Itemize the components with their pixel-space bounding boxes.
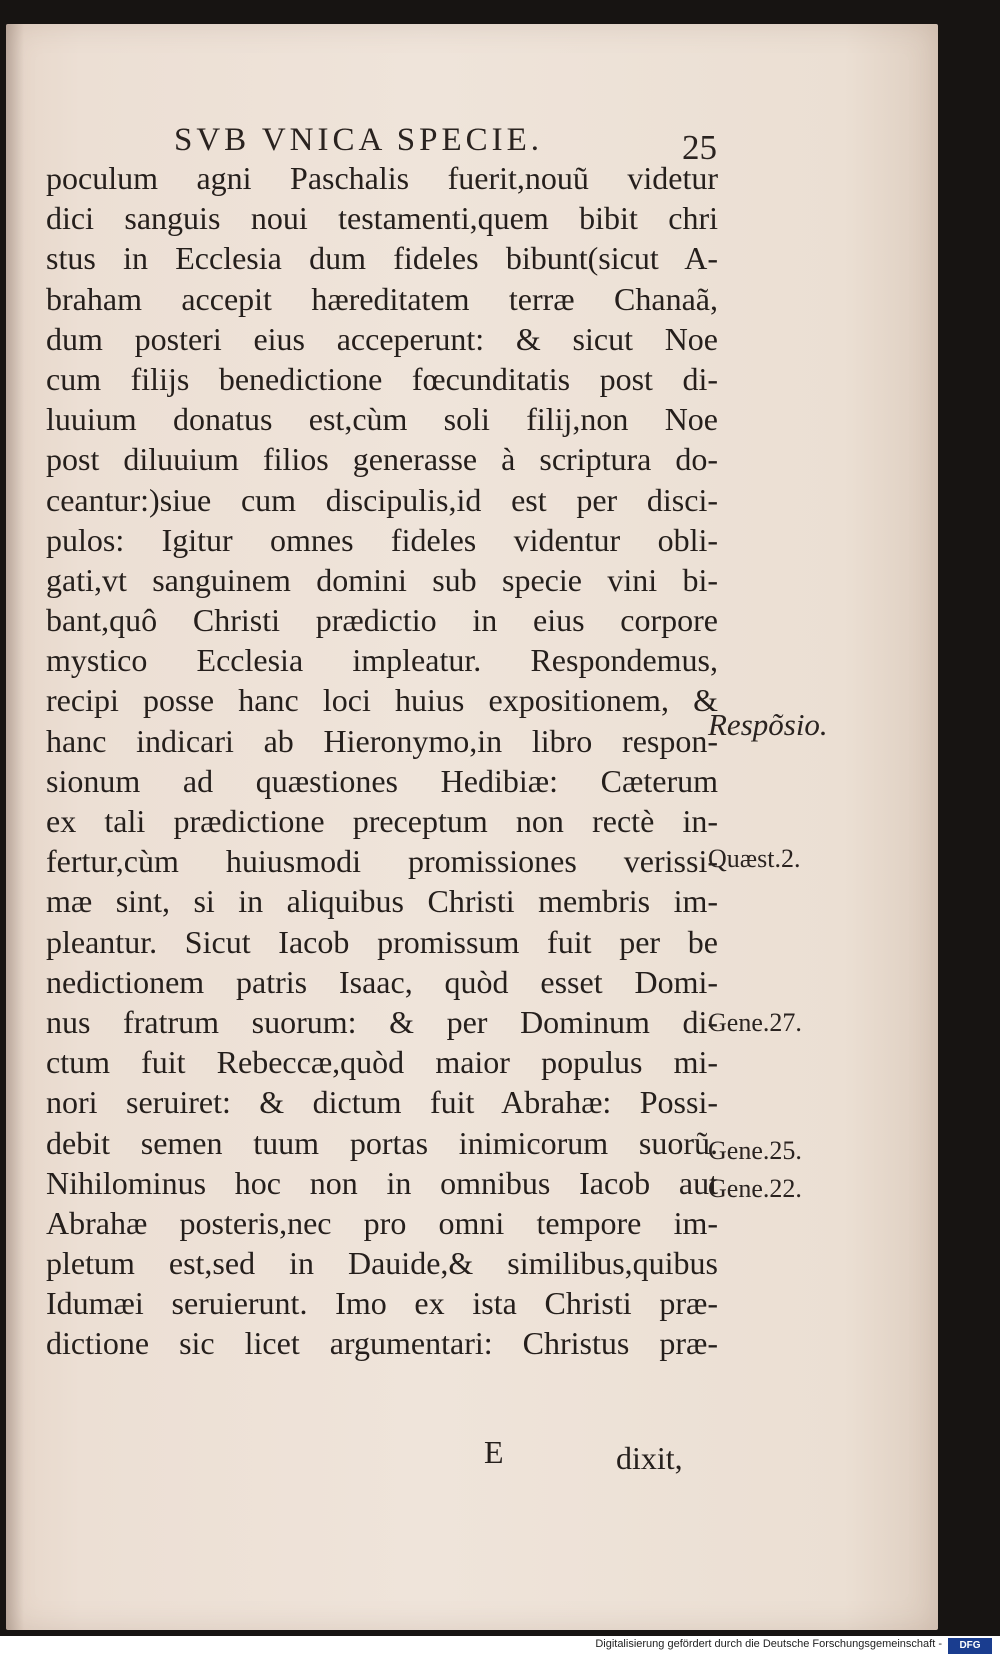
page-number: 25 xyxy=(682,128,717,167)
gutter-shadow xyxy=(6,24,24,1630)
text-line: ceantur:)siue cum discipulis,id est per disci- xyxy=(46,481,718,518)
text-line: braham accepit hæreditatem terræ Chanaã, xyxy=(46,280,718,317)
text-line: pletum est,sed in Dauide,& similibus,quibus xyxy=(46,1245,718,1282)
text-line: Idumæi seruierunt. Imo ex ista Christi præ- xyxy=(46,1285,718,1322)
text-line: mæ sint, si in aliquibus Christi membris im- xyxy=(46,883,718,920)
text-line: Abrahæ posteris,nec pro omni tempore im- xyxy=(46,1204,718,1241)
marginal-note-responsio: Respõsio. xyxy=(708,707,828,742)
text-line: hanc indicari ab Hieronymo,in libro respon- xyxy=(46,722,718,759)
text-line: fertur,cùm huiusmodi promissiones verissi- xyxy=(46,843,718,880)
text-line: dum posteri eius acceperunt: & sicut Noe xyxy=(46,320,718,357)
text-line: poculum agni Paschalis fuerit,nouũ videtur xyxy=(46,160,718,196)
marginal-note-quaestio: Quæst.2. xyxy=(708,844,801,873)
text-line: dictione sic licet argumentari: Christus præ- xyxy=(46,1325,718,1362)
text-line: nedictionem patris Isaac, quòd esset Domi- xyxy=(46,963,718,1000)
text-line: luuium donatus est,cùm soli filij,non Noe xyxy=(46,401,718,438)
text-line: mystico Ecclesia impleatur. Respondemus, xyxy=(46,642,718,679)
marginal-note-genesis-22: Gene.22. xyxy=(708,1174,802,1203)
text-line: Nihilominus hoc non in omnibus Iacob aut xyxy=(46,1164,718,1201)
marginal-note-genesis-25: Gene.25. xyxy=(708,1136,802,1165)
dfg-logo: DFG xyxy=(948,1638,992,1654)
text-line: bant,quô Christi prædictio in eius corpore xyxy=(46,602,718,639)
text-line: debit semen tuum portas inimicorum suorũ. xyxy=(46,1124,718,1161)
text-line: stus in Ecclesia dum fideles bibunt(sicut A- xyxy=(46,240,718,277)
book-page xyxy=(6,24,938,1630)
catchword: dixit, xyxy=(616,1440,683,1476)
text-line: cum filijs benedictione fœcunditatis post di- xyxy=(46,360,718,397)
marginal-note-genesis-27: Gene.27. xyxy=(708,1008,802,1037)
text-line: dici sanguis noui testamenti,quem bibit chri xyxy=(46,200,718,237)
text-line: ctum fuit Rebeccæ,quòd maior populus mi- xyxy=(46,1044,718,1081)
funding-credit: Digitalisierung gefördert durch die Deutsche Forschungsgemeinschaft - xyxy=(595,1638,942,1650)
footer-bar xyxy=(0,1636,1000,1658)
text-line: ex tali prædictione preceptum non rectè in- xyxy=(46,803,718,839)
text-line: nus fratrum suorum: & per Dominum di- xyxy=(46,1003,718,1040)
text-line: pleantur. Sicut Iacob promissum fuit per be xyxy=(46,923,718,960)
body-text xyxy=(28,158,718,1364)
text-line: gati,vt sanguinem domini sub specie vini bi- xyxy=(46,561,718,598)
text-line: post diluuium filios generasse à scriptura do- xyxy=(46,441,718,478)
running-head: SVB VNICA SPECIE. xyxy=(174,122,544,158)
text-line: pulos: Igitur omnes fideles videntur obli- xyxy=(46,521,718,558)
text-line: nori seruiret: & dictum fuit Abrahæ: Possi- xyxy=(46,1084,718,1121)
text-line: recipi posse hanc loci huius expositionem, & xyxy=(46,682,718,719)
signature-mark: E xyxy=(484,1434,504,1470)
text-line: sionum ad quæstiones Hedibiæ: Cæterum xyxy=(46,762,718,799)
